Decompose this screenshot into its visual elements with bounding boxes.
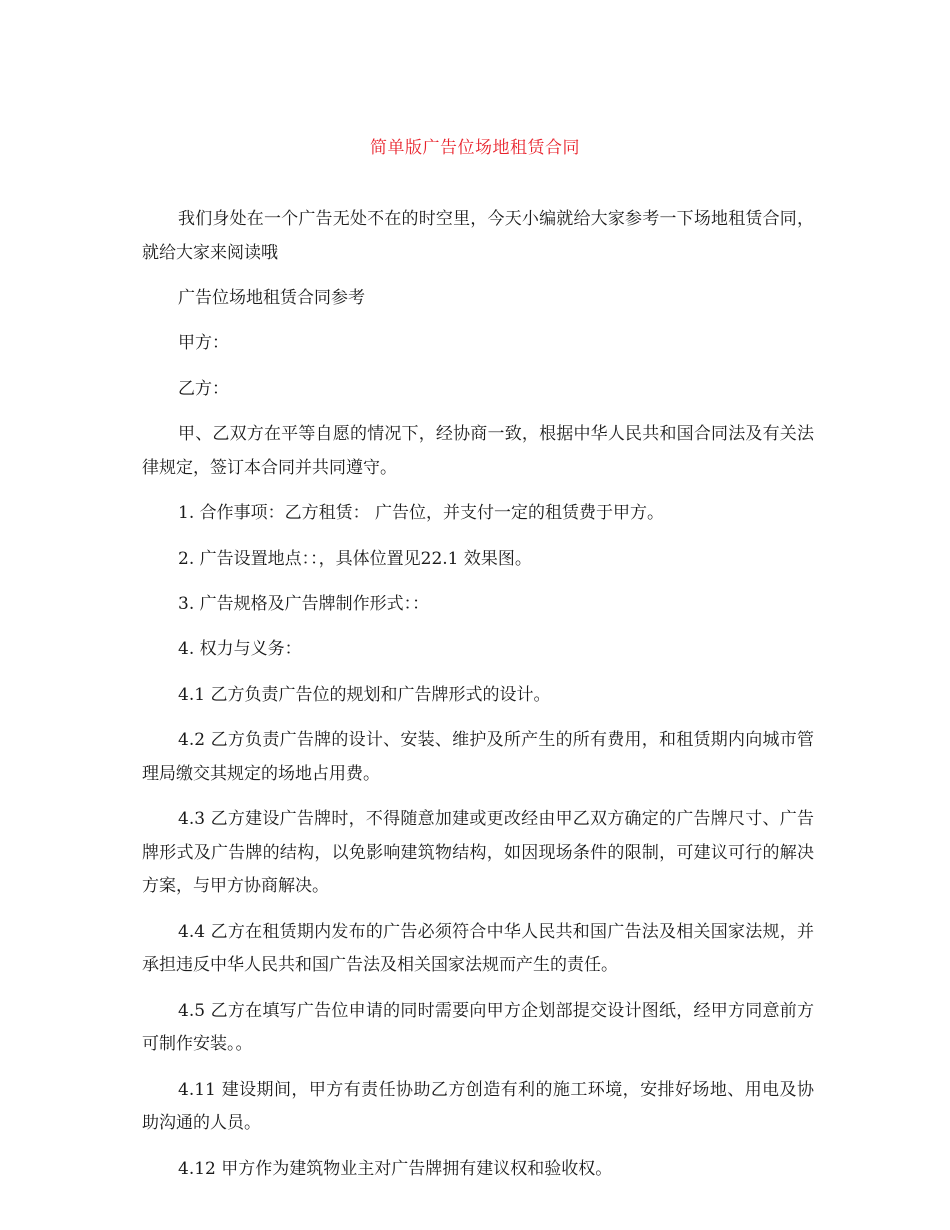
clause-4-11: 4.11 建设期间，甲方有责任协助乙方创造有利的施工环境，安排好场地、用电及协助沟通的人员。 — [142, 1079, 814, 1134]
clause-4-12: 4.12 甲方作为建筑物业主对广告牌拥有建议权和验收权。 — [178, 1158, 613, 1179]
clause-4: 4. 权力与义务： — [178, 639, 302, 660]
document-title: 简单版广告位场地租赁合同 — [370, 138, 580, 158]
party-b-line: 乙方： — [178, 378, 229, 399]
clause-4-1: 4.1 乙方负责广告位的规划和广告牌形式的设计。 — [178, 684, 551, 705]
contract-heading: 广告位场地租赁合同参考 — [178, 287, 365, 308]
intro-paragraph: 我们身处在一个广告无处不在的时空里，今天小编就给大家参考一下场地租赁合同，就给大家来阅读哦 — [142, 209, 814, 263]
clause-1: 1. 合作事项：乙方租赁： 广告位，并支付一定的租赁费于甲方。 — [178, 503, 665, 524]
document-body — [142, 203, 814, 1198]
clause-4-5: 4.5 乙方在填写广告位申请的同时需要向甲方企划部提交设计图纸，经甲方同意前方可制作安装。。 — [142, 1000, 814, 1055]
clause-2: 2. 广告设置地点：：，具体位置见22.1 效果图。 — [178, 548, 532, 569]
clause-4-2: 4.2 乙方负责广告牌的设计、安装、维护及所产生的所有费用，和租赁期内向城市管理局缴交其规定的场地占用费。 — [142, 730, 814, 784]
party-a-line: 甲方： — [178, 333, 229, 354]
clause-4-3: 4.3 乙方建设广告牌时，不得随意加建或更改经由甲乙双方确定的广告牌尺寸、广告牌形式及广告牌的结构，以免影响建筑物结构，如因现场条件的限制，可建议可行的解决方案，与甲方协商解决。 — [142, 809, 814, 897]
preamble-paragraph: 甲、乙双方在平等自愿的情况下，经协商一致，根据中华人民共和国合同法及有关法律规定，签订本合同并共同遵守。 — [142, 424, 814, 478]
clause-3: 3. 广告规格及广告牌制作形式：： — [178, 593, 430, 614]
clause-4-4: 4.4 乙方在租赁期内发布的广告必须符合中华人民共和国广告法及相关国家法规，并承担违反中华人民共和国广告法及相关国家法规而产生的责任。 — [142, 921, 814, 976]
